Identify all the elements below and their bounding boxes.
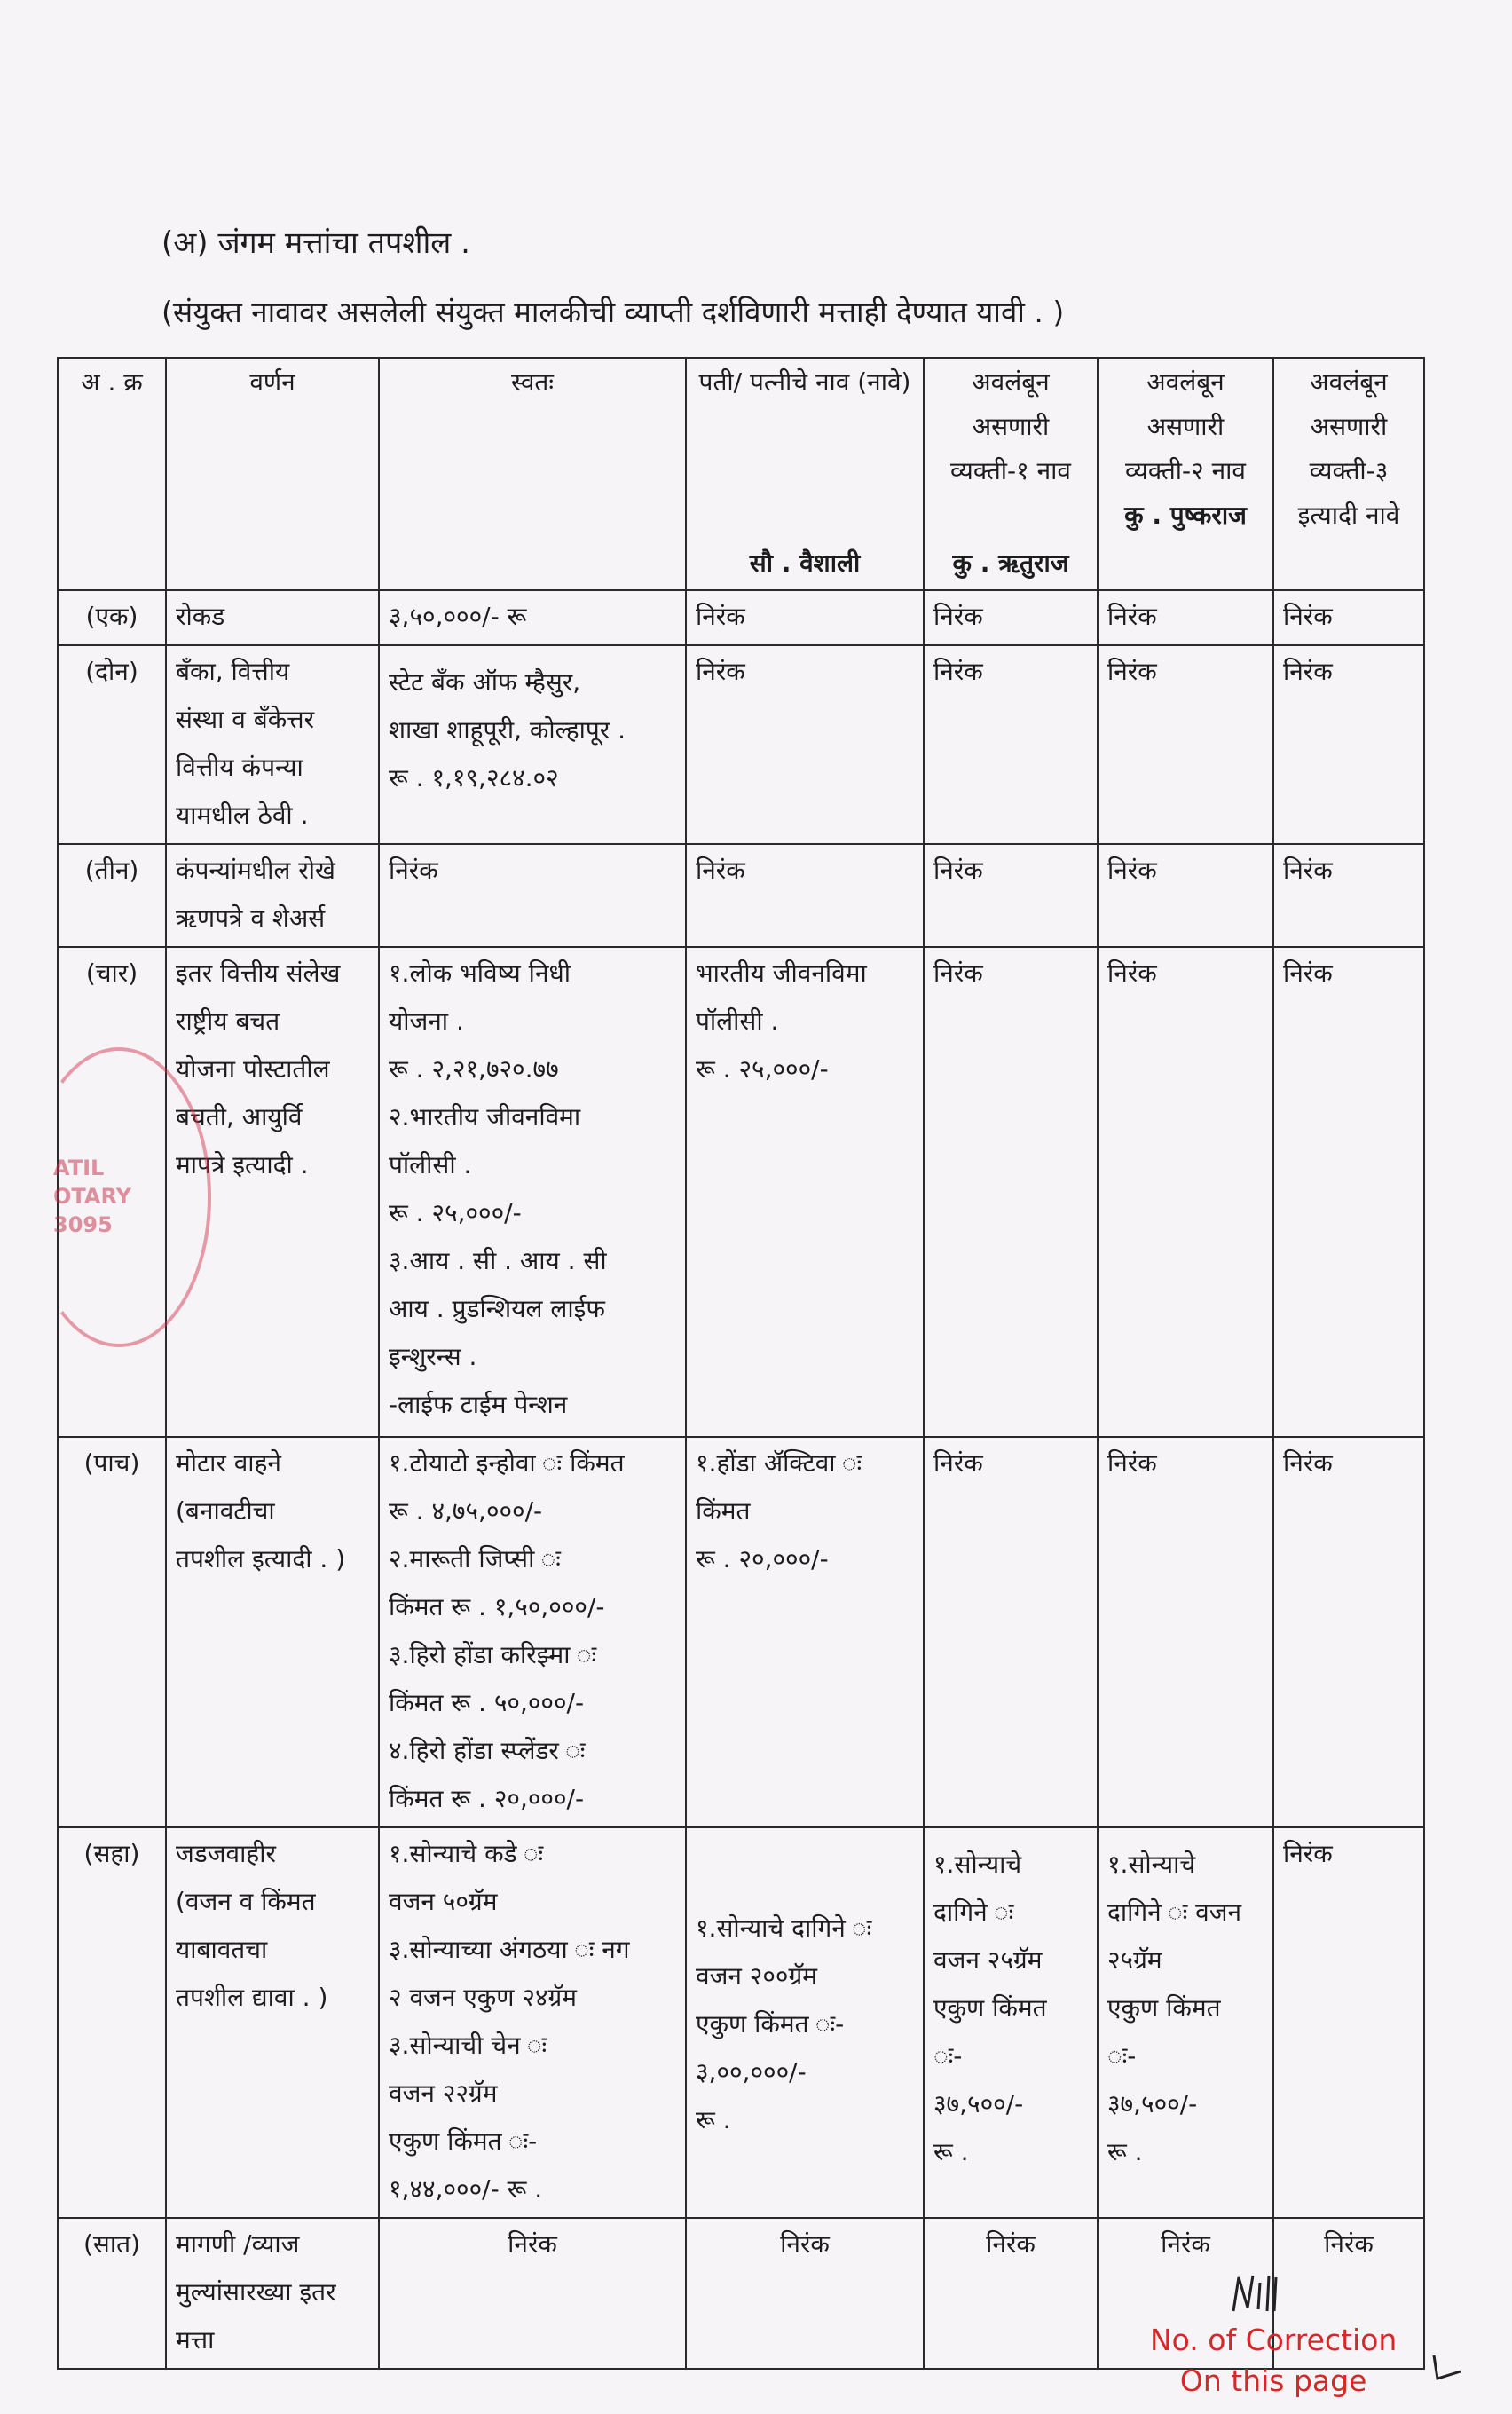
cell-line: ः- xyxy=(933,2041,963,2071)
cell-dep1 xyxy=(924,1827,1098,2218)
cell-dep3 xyxy=(1273,1437,1424,1827)
cell-line: दागिने ः वजन xyxy=(1107,1897,1242,1927)
cell-line: शाखा शाहूपूरी, कोल्हापूर . xyxy=(389,715,626,745)
cell-desc xyxy=(166,1437,379,1827)
cell-dep3 xyxy=(1273,590,1424,645)
cell-line: ३,५०,०००/- रू xyxy=(389,602,527,631)
header-dependent-3: अवलंबून असणारी व्यक्ती-३ इत्यादी नावे xyxy=(1273,358,1424,590)
movable-assets-table xyxy=(57,357,1425,2370)
cell-self xyxy=(379,2218,686,2369)
cell-line: जडजवाहीर xyxy=(176,1839,276,1868)
cell-dep3 xyxy=(1273,645,1424,844)
cell-line: १.सोन्याचे दागिने ः xyxy=(696,1913,872,1943)
row-serial: (पाच) xyxy=(58,1437,166,1827)
cell-line: वजन २५ग्रॅम xyxy=(933,1945,1043,1975)
row-serial: (सात) xyxy=(58,2218,166,2369)
header-self: स्वतः xyxy=(379,358,686,590)
cell-line: १.सोन्याचे कडे ः xyxy=(389,1839,544,1868)
cell-line: भारतीय जीवनविमा xyxy=(696,958,867,988)
cell-line: किंमत रू . १,५०,०००/- xyxy=(389,1592,605,1621)
cell-line: निरंक xyxy=(696,602,745,631)
cell-dep2 xyxy=(1098,1827,1273,2218)
cell-line: निरंक xyxy=(1107,1448,1157,1478)
cell-line: निरंक xyxy=(508,2229,557,2259)
cell-self xyxy=(379,590,686,645)
cell-line: एकुण किंमत xyxy=(1107,1993,1221,2023)
cell-line: मापत्रे इत्यादी . xyxy=(176,1150,309,1179)
cell-line: रू . २०,०००/- xyxy=(696,1544,829,1574)
cell-dep3 xyxy=(1273,844,1424,947)
cell-line: १,४४,०००/- रू . xyxy=(389,2174,543,2204)
cell-dep2 xyxy=(1098,1437,1273,1827)
cell-dep1 xyxy=(924,947,1098,1437)
cell-line: निरंक xyxy=(1107,856,1157,885)
cell-line: पॉलीसी . xyxy=(696,1006,779,1036)
cell-line: निरंक xyxy=(933,1448,983,1478)
cell-dep2 xyxy=(1098,947,1273,1437)
cell-line: निरंक xyxy=(933,856,983,885)
cell-line: (बनावटीचा xyxy=(176,1496,275,1526)
cell-line: तपशील इत्यादी . ) xyxy=(176,1544,346,1574)
header-sr: अ . क्र xyxy=(58,358,166,590)
table-row xyxy=(58,645,1424,844)
cell-line: बचती, आयुर्वि xyxy=(176,1102,303,1132)
cell-line: निरंक xyxy=(1324,2229,1374,2259)
row-serial: (चार) xyxy=(58,947,166,1437)
cell-line: किंमत रू . ५०,०००/- xyxy=(389,1688,585,1717)
table-row xyxy=(58,590,1424,645)
cell-desc xyxy=(166,645,379,844)
table-row xyxy=(58,947,1424,1437)
cell-line: वित्तीय कंपन्या xyxy=(176,753,303,782)
cell-line: २ वजन एकुण २४ग्रॅम xyxy=(389,1983,578,2012)
cell-dep1 xyxy=(924,844,1098,947)
cell-spouse xyxy=(686,1827,924,2218)
dependent-2-name: कु . पुष्कराज xyxy=(1124,501,1247,530)
table-row xyxy=(58,1827,1424,2218)
cell-line: १.लोक भविष्य निधी xyxy=(389,958,571,988)
cell-line: ऋणपत्रे व शेअर्स xyxy=(176,903,326,933)
cell-line: मत्ता xyxy=(176,2325,215,2355)
cell-line: आय . प्रुडन्शियल लाईफ xyxy=(389,1294,605,1323)
cell-line: १.टोयाटो इन्होवा ः किंमत xyxy=(389,1448,625,1478)
row-serial: (तीन) xyxy=(58,844,166,947)
cell-spouse xyxy=(686,844,924,947)
handwritten-tick-icon xyxy=(1429,2348,1464,2384)
cell-line: ३.हिरो होंडा करिझ्मा ः xyxy=(389,1640,597,1669)
cell-desc xyxy=(166,844,379,947)
cell-dep2 xyxy=(1098,590,1273,645)
cell-line: ३.सोन्याची चेन ः xyxy=(389,2031,547,2060)
cell-desc xyxy=(166,1827,379,2218)
cell-line: योजना पोस्टातील xyxy=(176,1054,330,1084)
cell-line: १.सोन्याचे xyxy=(933,1850,1022,1879)
cell-self xyxy=(379,1827,686,2218)
cell-line: मागणी /व्याज xyxy=(176,2229,300,2259)
cell-desc xyxy=(166,2218,379,2369)
notary-stamp-text: ATIL OTARY 3095 xyxy=(53,1156,132,1237)
cell-line: ३.सोन्याच्या अंगठया ः नग xyxy=(389,1935,630,1964)
handwritten-nil-mark xyxy=(1230,2272,1283,2316)
cell-line: रू . २५,०००/- xyxy=(696,1054,829,1084)
cell-dep1 xyxy=(924,1437,1098,1827)
cell-dep2 xyxy=(1098,844,1273,947)
cell-line: रू . १,१९,२८४.०२ xyxy=(389,763,559,793)
cell-line: ३७,५००/- xyxy=(933,2089,1024,2118)
cell-line: संस्था व बँकेत्तर xyxy=(176,705,315,734)
cell-self xyxy=(379,844,686,947)
section-heading: (अ) जंगम मत्तांचा तपशील . xyxy=(161,225,470,261)
cell-spouse xyxy=(686,2218,924,2369)
cell-line: (वजन व किंमत xyxy=(176,1887,316,1916)
cell-line: ः- xyxy=(1107,2041,1137,2071)
cell-line: रू . xyxy=(696,2105,731,2134)
cell-line: निरंक xyxy=(389,856,438,885)
spouse-name: सौ . वैशाली xyxy=(749,548,861,578)
dependent-1-name: कु . ऋतुराज xyxy=(952,548,1069,578)
cell-spouse xyxy=(686,645,924,844)
row-serial: (सहा) xyxy=(58,1827,166,2218)
cell-line: दागिने ः xyxy=(933,1897,1014,1927)
cell-line: राष्ट्रीय बचत xyxy=(176,1006,280,1036)
cell-line: किंमत रू . २०,०००/- xyxy=(389,1784,585,1813)
cell-line: २५ग्रॅम xyxy=(1107,1945,1162,1975)
cell-line: मोटार वाहने xyxy=(176,1448,281,1478)
cell-desc xyxy=(166,590,379,645)
cell-line: वजन २२ग्रॅम xyxy=(389,2079,498,2108)
header-dependent-1: अवलंबून असणारी व्यक्ती-१ नाव कु . ऋतुराज xyxy=(924,358,1098,590)
cell-line: निरंक xyxy=(1283,1839,1333,1868)
cell-line: ४.हिरो होंडा स्प्लेंडर ः xyxy=(389,1736,586,1765)
cell-self xyxy=(379,645,686,844)
correction-note-line-2: On this page xyxy=(1179,2363,1367,2398)
header-spouse: पती/ पत्नीचे नाव (नावे) सौ . वैशाली xyxy=(686,358,924,590)
cell-line: १.होंडा ॲक्टिवा ः xyxy=(696,1448,862,1478)
correction-note xyxy=(1150,2320,1397,2402)
cell-line: रू . xyxy=(1107,2137,1143,2166)
cell-line: वजन २००ग्रॅम xyxy=(696,1961,818,1991)
correction-note-line-1: No. of Correction xyxy=(1150,2323,1398,2357)
cell-line: निरंक xyxy=(933,602,983,631)
cell-line: निरंक xyxy=(1107,958,1157,988)
section-subheading: (संयुक्त नावावर असलेली संयुक्त मालकीची व्याप्ती दर्शविणारी मत्ताही देण्यात यावी . ) xyxy=(161,295,1065,329)
row-serial: (दोन) xyxy=(58,645,166,844)
cell-spouse xyxy=(686,947,924,1437)
cell-dep3 xyxy=(1273,947,1424,1437)
cell-line: इतर वित्तीय संलेख xyxy=(176,958,341,988)
cell-line: स्टेट बँक ऑफ म्हैसुर, xyxy=(389,667,581,697)
row-serial: (एक) xyxy=(58,590,166,645)
table-row xyxy=(58,844,1424,947)
cell-line: ३,००,०००/- xyxy=(696,2057,807,2087)
cell-line: रू . ४,७५,०००/- xyxy=(389,1496,543,1526)
cell-spouse xyxy=(686,1437,924,1827)
cell-line: २.मारूती जिप्सी ः xyxy=(389,1544,561,1574)
header-dependent-2: अवलंबून असणारी व्यक्ती-२ नाव कु . पुष्कराज xyxy=(1098,358,1273,590)
cell-line: निरंक xyxy=(780,2229,830,2259)
cell-dep1 xyxy=(924,645,1098,844)
cell-line: बँका, वित्तीय xyxy=(176,657,290,686)
cell-line: निरंक xyxy=(1283,958,1333,988)
cell-desc xyxy=(166,947,379,1437)
cell-line: एकुण किंमत xyxy=(933,1993,1047,2023)
cell-line: रू . २५,०००/- xyxy=(389,1198,522,1227)
cell-line: १.सोन्याचे xyxy=(1107,1850,1196,1879)
cell-line: निरंक xyxy=(1283,1448,1333,1478)
cell-line: ३७,५००/- xyxy=(1107,2089,1198,2118)
cell-dep2 xyxy=(1098,645,1273,844)
cell-line: निरंक xyxy=(696,657,745,686)
cell-line: निरंक xyxy=(986,2229,1036,2259)
cell-dep1 xyxy=(924,590,1098,645)
cell-line: एकुण किंमत ः- xyxy=(389,2126,538,2156)
cell-line: कंपन्यांमधील रोखे xyxy=(176,856,335,885)
table-row xyxy=(58,1437,1424,1827)
cell-line: २.भारतीय जीवनविमा xyxy=(389,1102,581,1132)
cell-line: निरंक xyxy=(1161,2229,1210,2259)
cell-line: पॉलीसी . xyxy=(389,1150,472,1179)
cell-line: रू . xyxy=(933,2137,969,2166)
cell-line: निरंक xyxy=(1283,856,1333,885)
cell-self xyxy=(379,947,686,1437)
cell-spouse xyxy=(686,590,924,645)
cell-line: निरंक xyxy=(1283,602,1333,631)
cell-line: निरंक xyxy=(933,657,983,686)
cell-line: ३.आय . सी . आय . सी xyxy=(389,1246,607,1275)
cell-self xyxy=(379,1437,686,1827)
cell-line: रोकड xyxy=(176,602,225,631)
cell-line: निरंक xyxy=(1107,602,1157,631)
cell-line: योजना . xyxy=(389,1006,464,1036)
cell-line: निरंक xyxy=(1283,657,1333,686)
cell-line: निरंक xyxy=(1107,657,1157,686)
table-header-row xyxy=(58,358,1424,590)
cell-line: किंमत xyxy=(696,1496,751,1526)
cell-line: -लाईफ टाईम पेन्शन xyxy=(389,1390,568,1419)
cell-line: मुल्यांसारख्या इतर xyxy=(176,2277,336,2307)
cell-line: यामधील ठेवी . xyxy=(176,801,309,830)
cell-dep3 xyxy=(1273,1827,1424,2218)
cell-line: तपशील द्यावा . ) xyxy=(176,1983,328,2012)
cell-line: निरंक xyxy=(933,958,983,988)
header-description: वर्णन xyxy=(166,358,379,590)
cell-line: निरंक xyxy=(696,856,745,885)
cell-line: एकुण किंमत ः- xyxy=(696,2009,845,2039)
cell-line: वजन ५०ग्रॅम xyxy=(389,1887,498,1916)
cell-line: याबावतचा xyxy=(176,1935,268,1964)
cell-line: इन्शुरन्स . xyxy=(389,1342,477,1371)
cell-line: रू . २,२१,७२०.७७ xyxy=(389,1054,559,1084)
cell-dep1 xyxy=(924,2218,1098,2369)
